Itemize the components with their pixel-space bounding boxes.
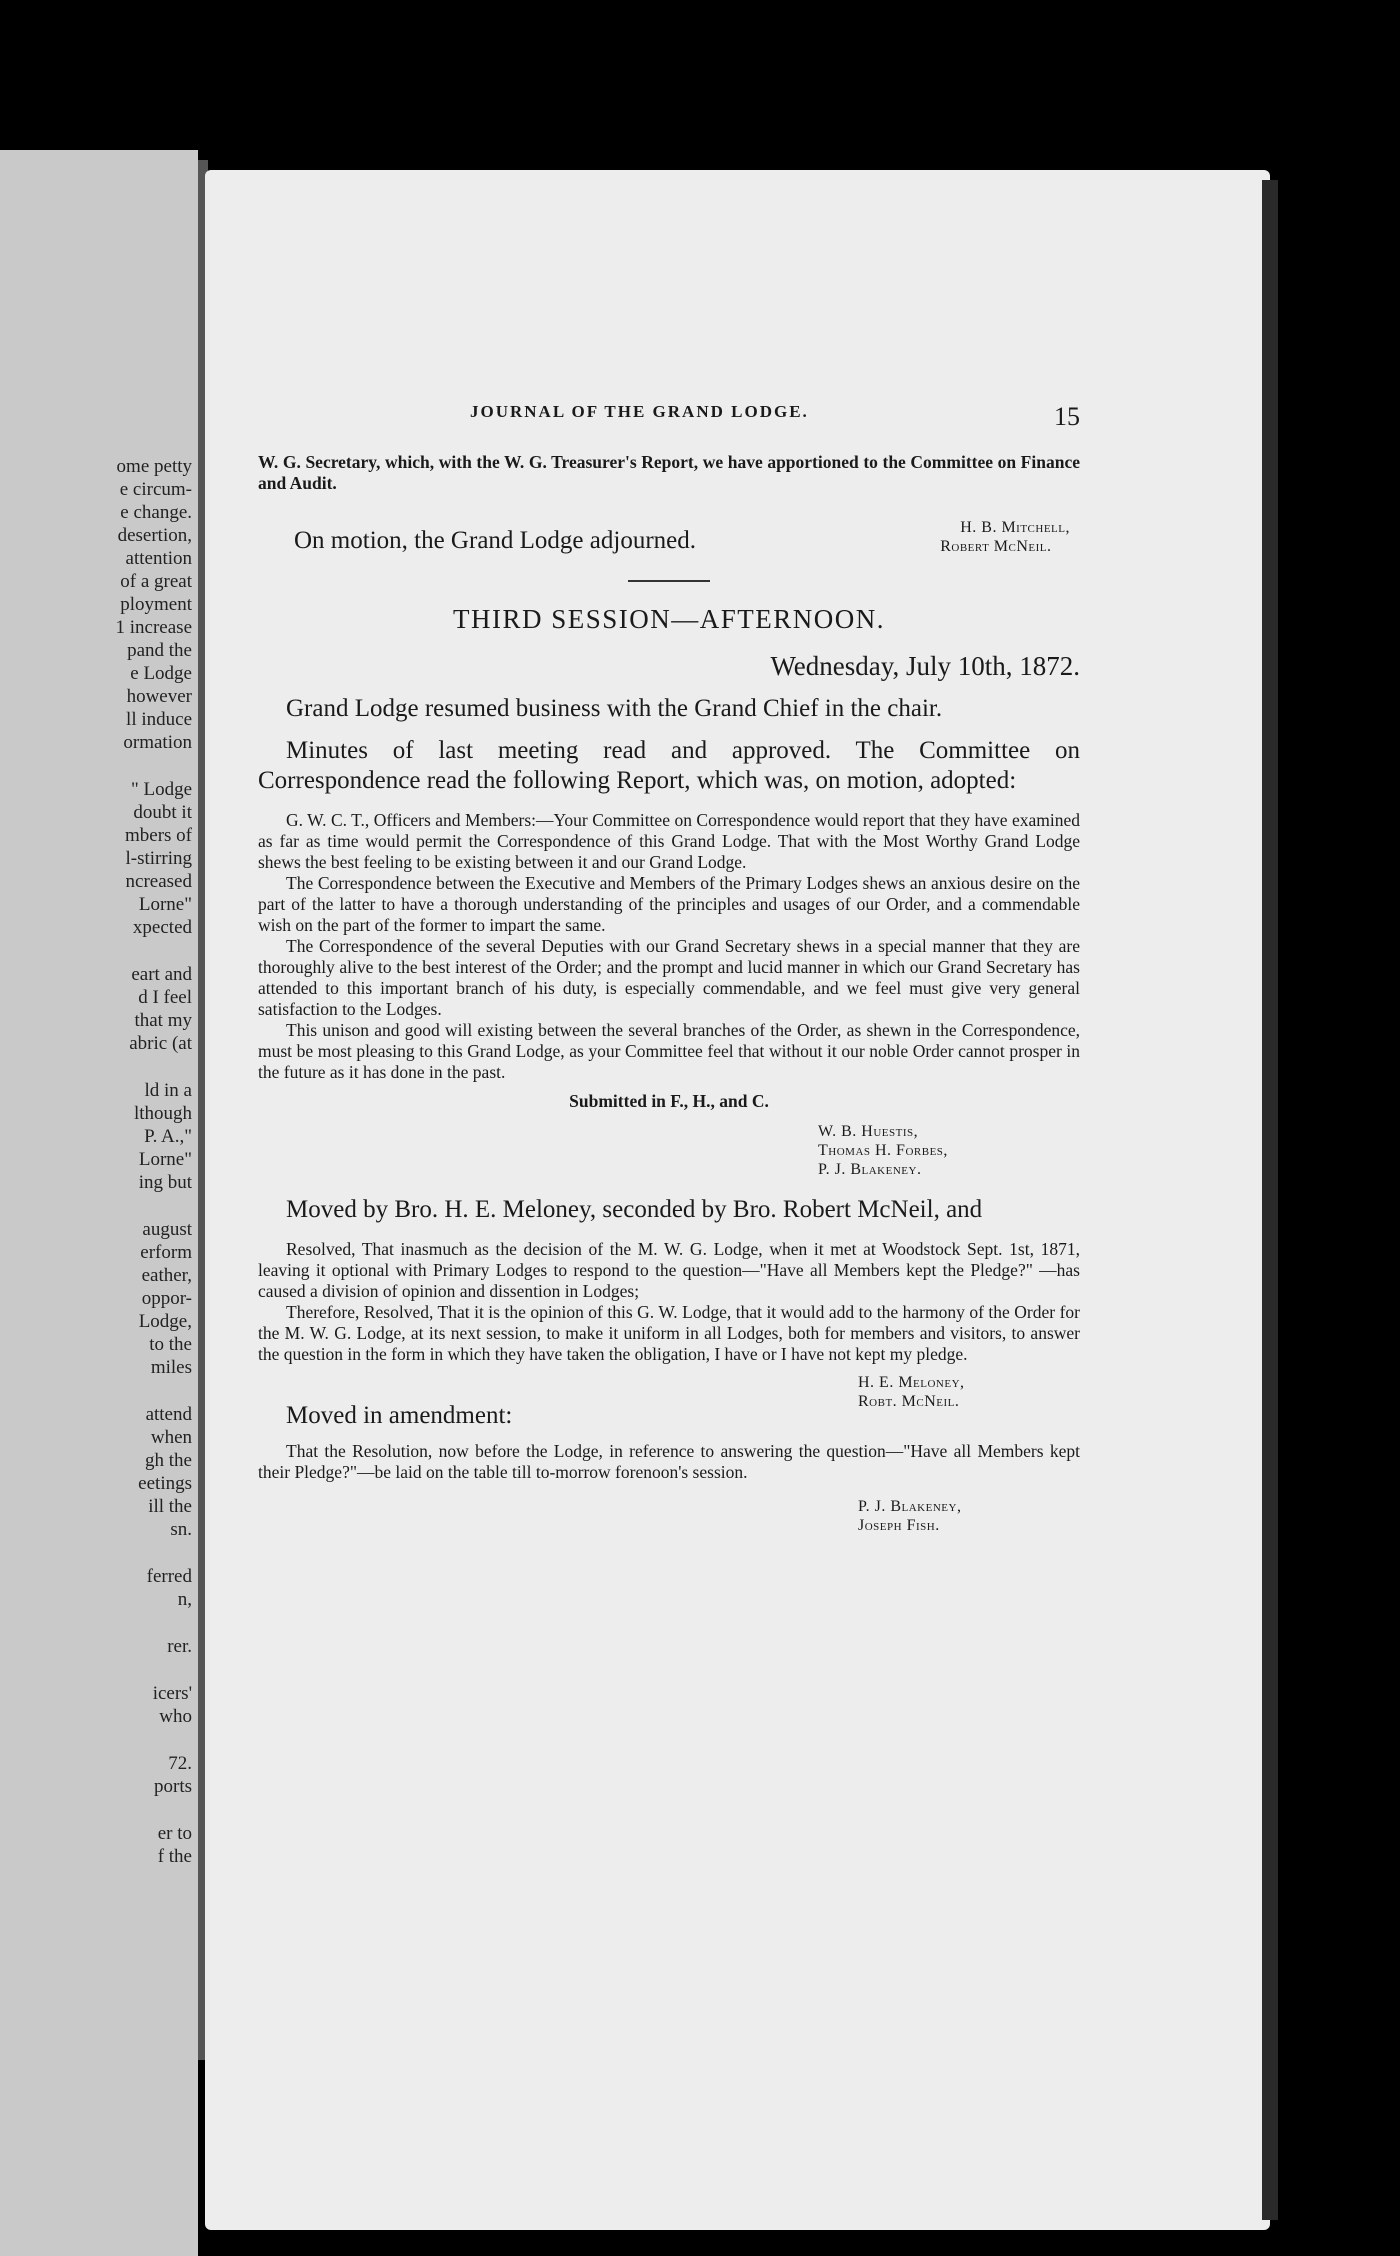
left-page-line: xpected <box>132 917 192 938</box>
signer: Robert McNeil. <box>940 538 1052 555</box>
amendment-signers <box>858 1497 1080 1535</box>
submitted-line: Submitted in F., H., and C. <box>569 1091 769 1111</box>
left-page-line: attend <box>145 1404 192 1425</box>
finance-signers <box>940 518 1070 556</box>
running-header <box>470 402 1080 432</box>
signer: W. B. Huestis, <box>818 1123 919 1140</box>
report-paragraph: The Correspondence of the several Deputies with our Grand Secretary shews in a special manner that they are thoroughly alive to the best interest of the Order; and the prompt and lucid manner in which our Grand Secretary has attended to this important branch of his duty, is especially commendable, and we feel must give very general satisfaction to the Lodges. <box>258 936 1080 1019</box>
page-content <box>258 452 1080 1535</box>
left-page-line: ll induce <box>126 709 192 730</box>
page-number: 15 <box>1054 402 1080 431</box>
left-page-line: miles <box>150 1357 192 1378</box>
left-page-line: Lorne" <box>138 1149 192 1170</box>
left-page-line: e change. <box>120 502 192 523</box>
signer: H. E. Meloney, <box>858 1374 965 1391</box>
left-page-line: er to <box>157 1823 192 1844</box>
left-page-line: doubt it <box>133 802 192 823</box>
left-page-line: e Lodge <box>130 663 192 684</box>
left-page-line: " Lodge <box>130 779 192 800</box>
left-page-fragment <box>0 150 198 2256</box>
page-edge <box>1262 180 1278 2220</box>
left-page-line: e circum- <box>119 479 192 500</box>
left-page-line: erform <box>140 1242 192 1263</box>
left-page-line: n, <box>177 1589 192 1610</box>
left-page-line: to the <box>149 1334 192 1355</box>
signer: H. B. Mitchell, <box>960 519 1070 536</box>
left-page-line: when <box>150 1427 192 1448</box>
left-page-line: eart and <box>131 964 192 985</box>
left-page-line: icers' <box>152 1683 192 1704</box>
report-paragraph: The Correspondence between the Executive and Members of the Primary Lodges shews an anxious desire on the part of the latter to have a thorough understanding of the principles and usages of our Order, and a commendable wish on the part of the former to impart the same. <box>258 873 1080 935</box>
left-page-line: 72. <box>168 1753 192 1774</box>
resolution-paragraph: Resolved, That inasmuch as the decision of the M. W. G. Lodge, when it met at Woodstock Sept. 1st, 1871, leaving it optional with Primary Lodges to respond to the question—"Have all Members kept the Pledge?" —has caused a division of opinion and dissention in Lodges; <box>258 1239 1080 1301</box>
finance-text: W. G. Secretary, which, with the W. G. Treasurer's Report, we have apportioned to the Committee on Finance and Audit. <box>258 452 1080 493</box>
amendment-heading: Moved in amendment: <box>286 1402 513 1429</box>
left-page-line: sn. <box>170 1519 192 1540</box>
left-page-line: oppor- <box>141 1288 192 1309</box>
left-page-line: ployment <box>120 594 192 615</box>
signer: Thomas H. Forbes, <box>818 1142 948 1159</box>
paragraph: Minutes of last meeting read and approved. The Committee on Correspondence read the following Report, which was, on motion, adopted: <box>258 737 1080 794</box>
left-page-line: mbers of <box>124 825 192 846</box>
report-signers <box>818 1122 1080 1179</box>
left-page-line: ormation <box>123 732 192 753</box>
left-page-line: l-stirring <box>125 848 192 869</box>
left-page-line: that my <box>134 1010 192 1031</box>
left-page-line: ill the <box>148 1496 192 1517</box>
left-page-line: lthough <box>133 1103 192 1124</box>
left-page-line: ports <box>154 1776 192 1797</box>
paragraph: Grand Lodge resumed business with the Grand Chief in the chair. <box>286 695 943 722</box>
resolution-paragraph: Therefore, Resolved, That it is the opinion of this G. W. Lodge, that it would add to the harmony of the Order for the M. W. G. Lodge, at its next session, to make it uniform in all Lodges, both for members and visitors, to answer the question in the form in which they have taken the obligation, I have or I have not kept my pledge. <box>258 1302 1080 1364</box>
left-page-line: 1 increase <box>115 617 192 638</box>
left-page-line: pand the <box>127 640 192 661</box>
left-page-line: Lorne" <box>138 894 192 915</box>
signer: Robt. McNeil. <box>858 1393 960 1410</box>
signer: Joseph Fish. <box>858 1517 940 1534</box>
signer: P. J. Blakeney. <box>818 1161 922 1178</box>
left-page-line: august <box>142 1219 192 1240</box>
report-paragraph: G. W. C. T., Officers and Members:—Your Committee on Correspondence would report that they have examined as far as time would permit the Correspondence of this Grand Lodge. That with the Most Worthy Grand Lodge shews the best feeling to be existing between it and our Grand Lodge. <box>258 810 1080 872</box>
left-page-line: ld in a <box>144 1080 192 1101</box>
signer: P. J. Blakeney, <box>858 1498 962 1515</box>
left-page-line: P. A.," <box>144 1126 192 1147</box>
left-page-line: d I feel <box>138 987 192 1008</box>
report-paragraph: This unison and good will existing between the several branches of the Order, as shewn in the Correspondence, must be most pleasing to this Grand Lodge, as your Committee feel that without it our noble Order cannot prosper in the future as it has done in the past. <box>258 1020 1080 1082</box>
left-page-line: ncreased <box>125 871 192 892</box>
adjourn-text: On motion, the Grand Lodge adjourned. <box>294 527 696 554</box>
section-rule <box>628 580 710 582</box>
left-page-line: however <box>126 686 192 707</box>
left-page-line: ome petty <box>116 456 192 477</box>
running-title: JOURNAL OF THE GRAND LODGE. <box>470 402 809 421</box>
moved-line: Moved by Bro. H. E. Meloney, seconded by Bro. Robert McNeil, and <box>286 1196 983 1223</box>
left-page-line: gh the <box>145 1450 192 1471</box>
left-page-line: attention <box>125 548 192 569</box>
session-title: THIRD SESSION—AFTERNOON. <box>452 604 886 634</box>
left-page-line: who <box>159 1706 192 1727</box>
amendment-text: That the Resolution, now before the Lodge, in reference to answering the question—"Have all Members kept their Pledge?"—be laid on the table till to-morrow forenoon's session. <box>258 1441 1080 1482</box>
session-date: Wednesday, July 10th, 1872. <box>770 651 1080 681</box>
left-page-line: eather, <box>141 1265 192 1286</box>
left-page-line: ing but <box>138 1172 192 1193</box>
left-page-line: desertion, <box>117 525 192 546</box>
left-page-line: ferred <box>146 1566 192 1587</box>
left-page-line: rer. <box>167 1636 192 1657</box>
left-page-line: of a great <box>120 571 192 592</box>
left-page-line: abric (at <box>129 1033 192 1054</box>
left-page-line: f the <box>157 1846 192 1867</box>
left-page-line: eetings <box>138 1473 192 1494</box>
left-page-line: Lodge, <box>138 1311 192 1332</box>
